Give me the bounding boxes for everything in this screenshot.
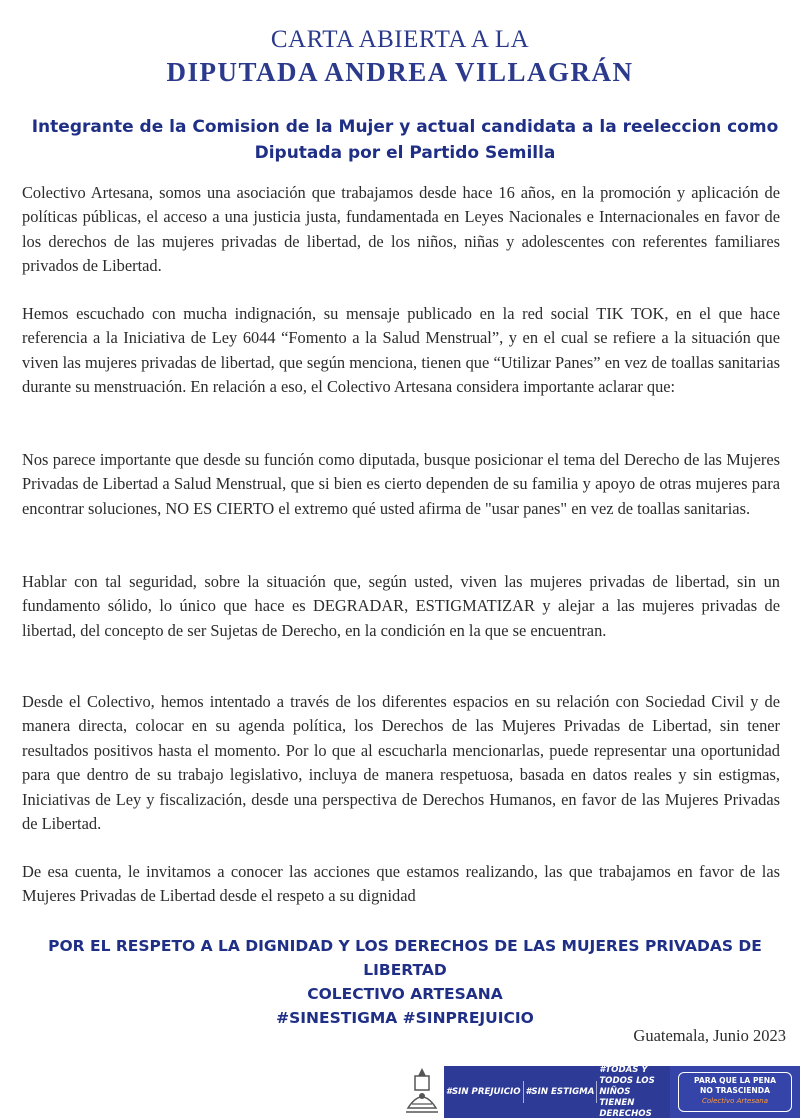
place-date: Guatemala, Junio 2023 bbox=[633, 1026, 786, 1045]
body-paragraph-2: Hemos escuchado con mucha indignación, su mensaje publicado en la red social TIK TOK, en el que hace referencia a la Iniciativa de Ley 6044 “Fomento a la Salud Menstrual”, y en el cual se refiere a la situación que viven las mujeres privadas de libertad, que según menciona, tienen que “Utilizar Panes” en vez de toallas sanitarias durante su menstruación. En relación a eso, el Colectivo Artesana considera importante aclarar que: bbox=[22, 304, 780, 397]
footer-campaign-panel bbox=[670, 1066, 800, 1118]
closing-hashtags: #SINESTIGMA #SINPREJUICIO bbox=[276, 1009, 534, 1027]
subtitle-line1: Integrante de la Comision de la Mujer y actual candidata a la reeleccion como bbox=[31, 117, 779, 137]
footer-tag-sin-prejuicio: #SIN PREJUICIO bbox=[446, 1086, 521, 1097]
subtitle-line2: Diputada por el Partido Semilla bbox=[254, 143, 556, 163]
closing-line1: POR EL RESPETO A LA DIGNIDAD Y LOS DERECHOS DE LAS MUJERES PRIVADAS DE bbox=[48, 937, 762, 955]
body-paragraph-5: Desde el Colectivo, hemos intentado a través de los diferentes espacios en su relación con Sociedad Civil y de manera directa, colocar en su agenda política, los Derechos de las Mujeres Privadas de Libertad, sin tener resultados positivos hasta el momento. Por lo que al escucharla mencionarlas, puede representar una oportunidad para que dentro de su trabajo legislativo, incluya de manera respetuosa, basada en datos reales y sin estigmas, Iniciativas de Ley y fiscalización, desde una perspectiva de Derechos Humanos, en favor de las Mujeres Privadas de Libertad. bbox=[22, 692, 780, 834]
body-paragraph-3: Nos parece importante que desde su función como diputada, busque posicionar el tema del Derecho de las Mujeres Privadas de Libertad a Salud Menstrual, que si bien es cierto dependen de su familia y apoyo de otras mujeres para encontrar soluciones, NO ES CIERTO el extremo qué usted afirma de "usar panes" en vez de toallas sanitarias. bbox=[22, 450, 780, 518]
letter-subtitle bbox=[20, 114, 790, 166]
letter-title-line2: DIPUTADA ANDREA VILLAGRÁN bbox=[166, 57, 634, 87]
footer-tag-ninos-derechos: #TODAS Y TODOS LOS NIÑOS TIENEN DERECHOS bbox=[599, 1064, 655, 1119]
body-paragraph-1: Colectivo Artesana, somos una asociación que trabajamos desde hace 16 años, en la promoción y aplicación de políticas públicas, el acceso a una justicia justa, fundamentada en Leyes Nacionales e Internacionales en favor de los derechos de las mujeres privadas de libertad, de los niños, niñas y adolescentes con referentes familiares privados de Libertad. bbox=[22, 183, 780, 276]
closing-block bbox=[20, 934, 790, 1030]
footer-hashtag-banner bbox=[444, 1066, 670, 1118]
closing-signature: COLECTIVO ARTESANA bbox=[307, 985, 503, 1003]
closing-line2: LIBERTAD bbox=[363, 961, 447, 979]
campaign-box bbox=[678, 1072, 792, 1112]
footer-tag-sin-estigma: #SIN ESTIGMA bbox=[525, 1086, 595, 1097]
letter-title-line1: CARTA ABIERTA A LA bbox=[270, 26, 530, 53]
emblem-icon bbox=[402, 1064, 442, 1116]
body-paragraph-4: Hablar con tal seguridad, sobre la situación que, según usted, viven las mujeres privadas de libertad, sin un fundamento sólido, lo único que hace es DEGRADAR, ESTIGMATIZAR y alejar a las mujeres privadas de libertad, del concepto de ser Sujetas de Derecho, en la condición en la que se encuentran. bbox=[22, 572, 780, 640]
campaign-line2: NO TRASCIENDA bbox=[700, 1086, 770, 1095]
campaign-org: Colectivo Artesana bbox=[702, 1097, 768, 1105]
campaign-line1: PARA QUE LA PENA bbox=[694, 1076, 776, 1085]
body-paragraph-6: De esa cuenta, le invitamos a conocer las acciones que estamos realizando, las que trabajamos en favor de las Mujeres Privadas de Libertad desde el respeto a su dignidad bbox=[22, 862, 780, 906]
